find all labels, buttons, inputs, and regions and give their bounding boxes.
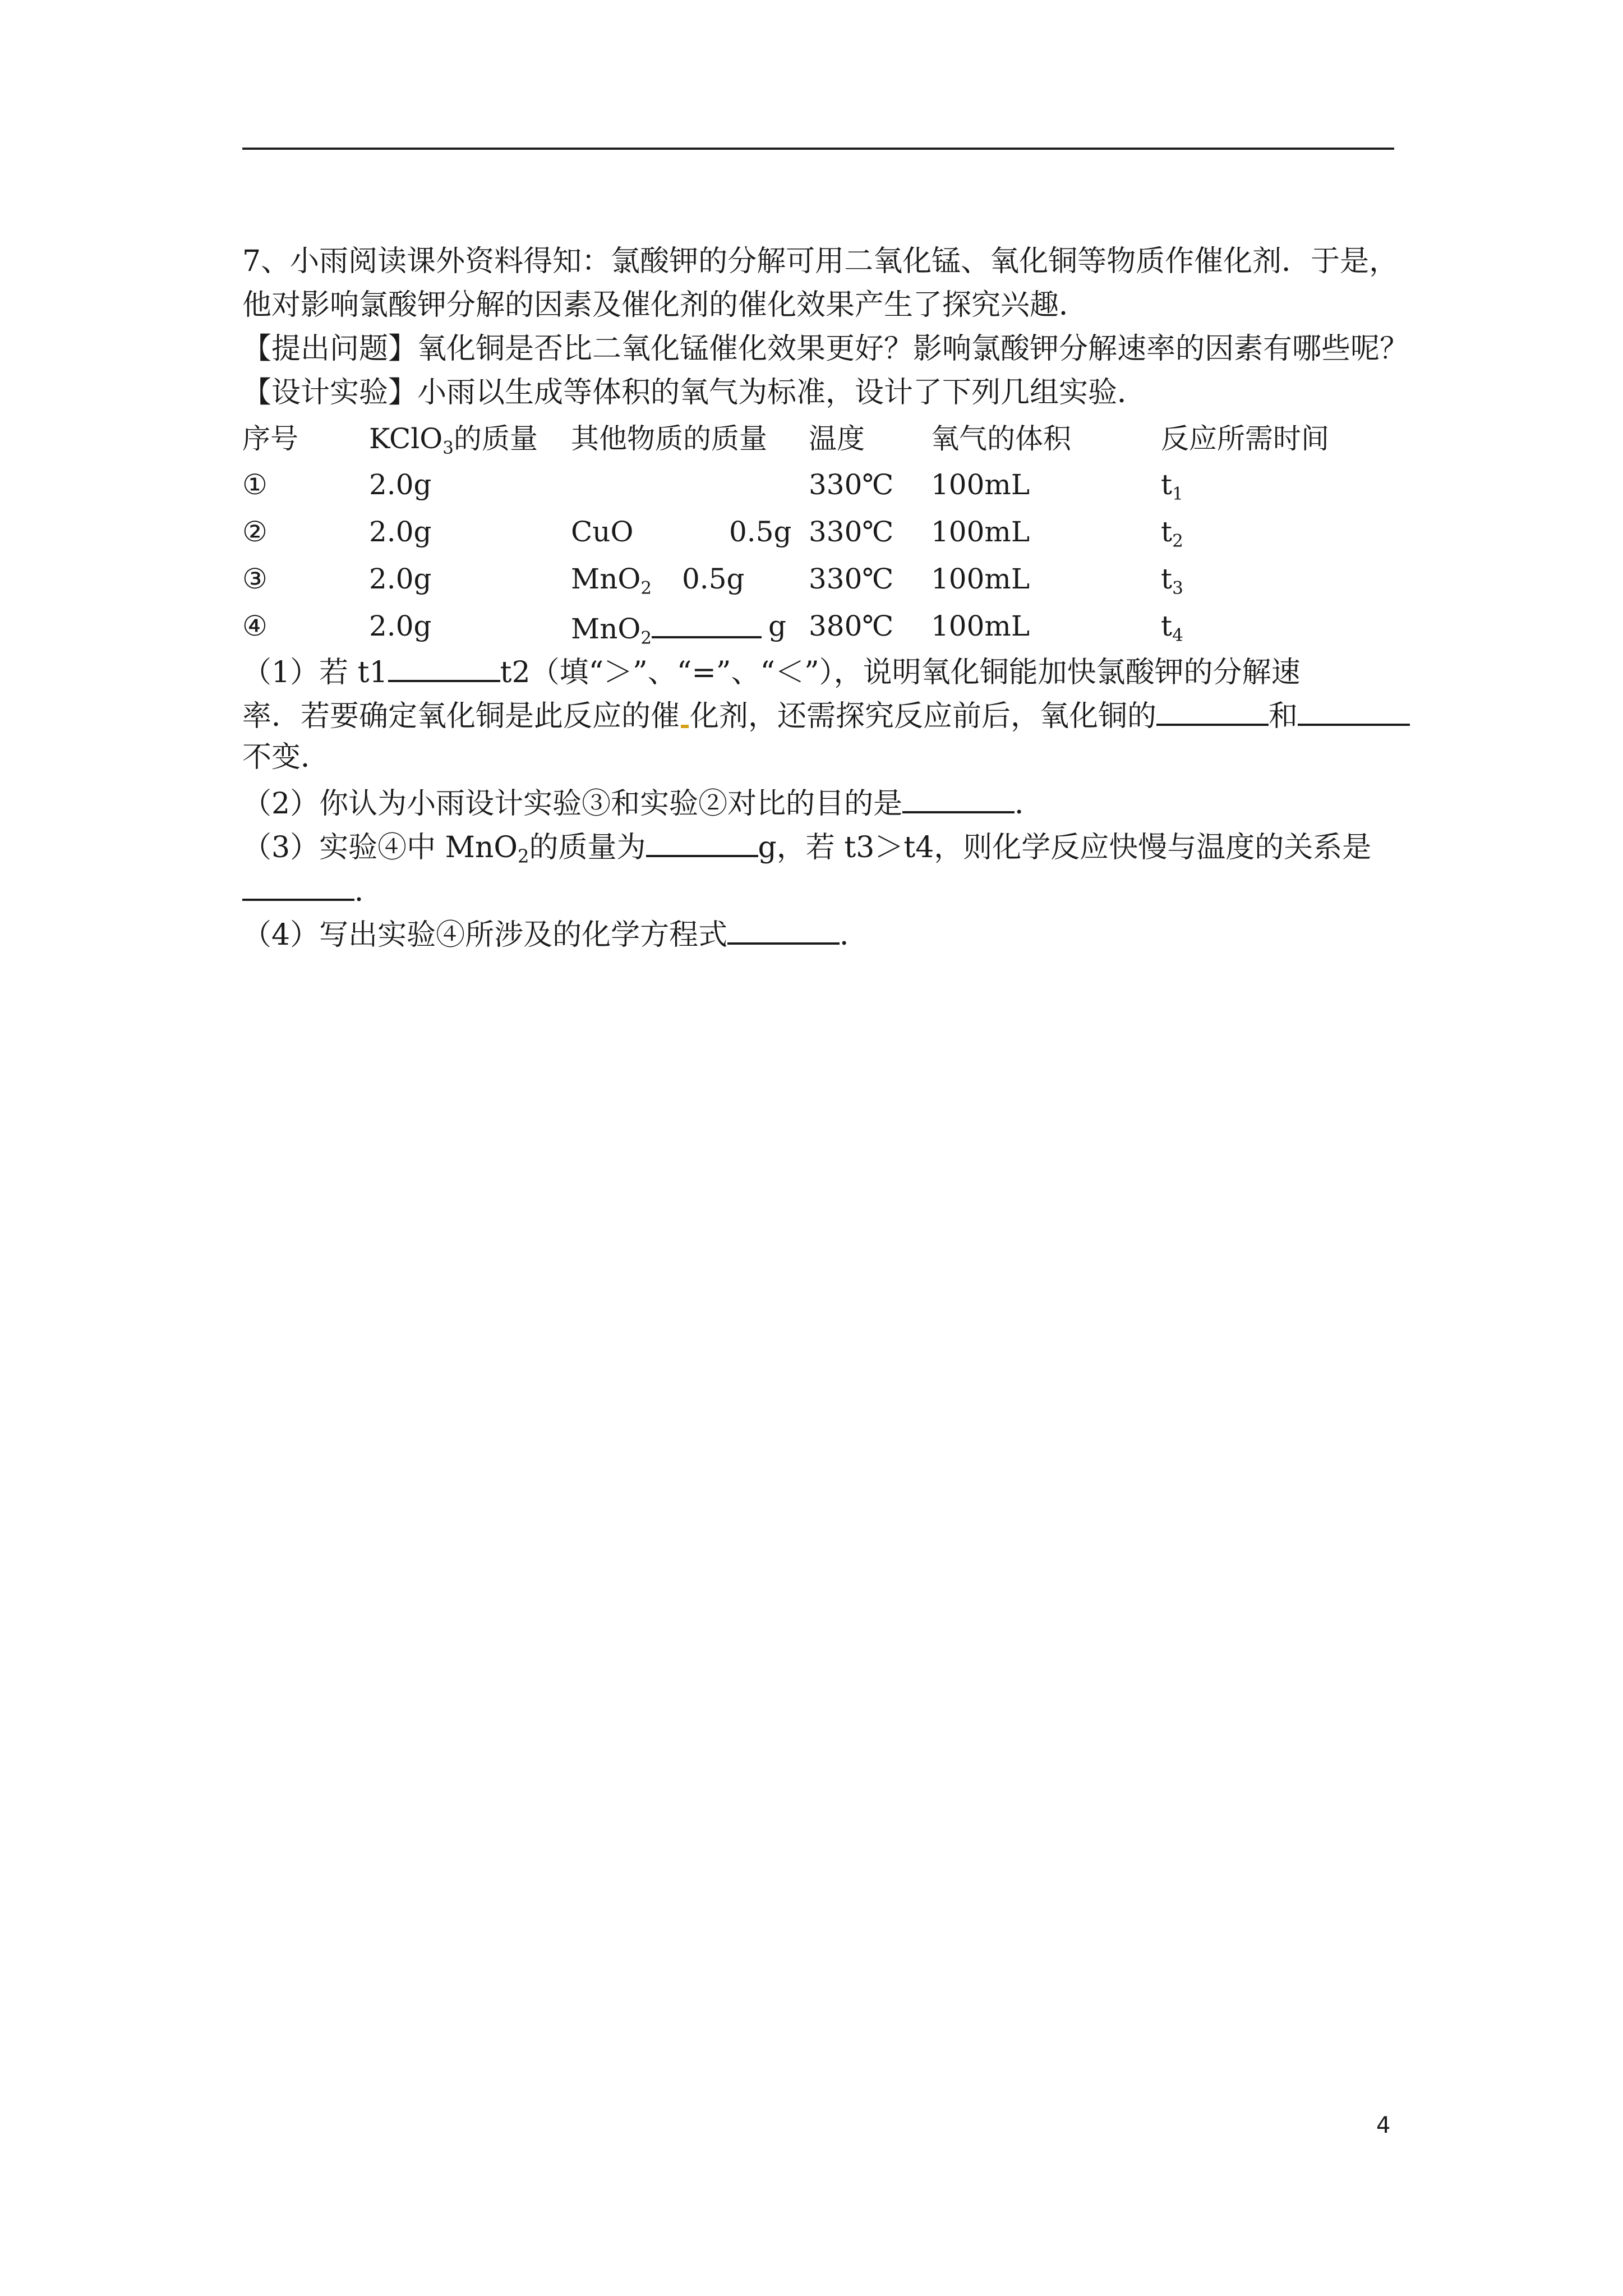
- row3-o2-volume: 100mL: [931, 563, 1030, 595]
- row2-temperature: 330℃: [809, 516, 894, 548]
- q3-relation-blank[interactable]: [242, 872, 354, 901]
- header-rule: [242, 148, 1394, 150]
- q7-intro-line-1: 7、小雨阅读课外资料得知：氯酸钾的分解可用二氧化锰、氧化铜等物质作催化剂．于是，: [242, 245, 1399, 278]
- design-text: 小雨以生成等体积的氧气为标准，设计了下列几组实验．: [417, 376, 1147, 409]
- row4-other-mass-unit: g: [768, 610, 787, 642]
- row4-o2-volume: 100mL: [931, 610, 1030, 642]
- q1-property-blank-2[interactable]: [1298, 697, 1410, 726]
- header-other-mass: 其他物质的质量: [571, 422, 767, 455]
- problem-tag: 【提出问题】: [242, 332, 418, 366]
- question-3-line-1: （3）实验④中 MnO$_2$的质量为 g，若 t3＞t4，则化学反应快慢与温度的关系是: [242, 828, 1371, 864]
- row4-seq: ④: [242, 610, 268, 642]
- row2-other-substance: CuO: [571, 516, 634, 548]
- row2-kclo3-mass: 2.0g: [369, 516, 432, 548]
- design-statement: [242, 376, 1146, 409]
- q7-intro-line-2: 他对影响氯酸钾分解的因素及催化剂的催化效果产生了探究兴趣．: [242, 288, 1089, 322]
- row2-time: $t_2$: [1161, 516, 1183, 551]
- annotation-mark: [681, 725, 689, 728]
- row4-time: $t_4$: [1161, 610, 1183, 646]
- q1-compare-blank[interactable]: [388, 653, 500, 682]
- question-2: （2）你认为小雨设计实验③和实验②对比的目的是 ．: [242, 784, 1044, 821]
- row1-time: $t_1$: [1161, 468, 1183, 504]
- problem-statement: [242, 332, 1409, 366]
- row1-seq: ①: [242, 468, 268, 501]
- q3-mass-blank[interactable]: [646, 828, 758, 857]
- header-temperature: 温度: [809, 422, 865, 455]
- q4-equation-blank[interactable]: [727, 915, 840, 945]
- row2-seq: ②: [242, 516, 268, 548]
- question-4: （4）写出实验④所涉及的化学方程式 ．: [242, 915, 869, 952]
- row3-kclo3-mass: 2.0g: [369, 563, 432, 595]
- row1-temperature: 330℃: [809, 468, 894, 501]
- header-seq: 序号: [242, 422, 298, 455]
- row3-temperature: 330℃: [809, 563, 894, 595]
- row4-kclo3-mass: 2.0g: [369, 610, 432, 642]
- page-number: 4: [1376, 2113, 1391, 2138]
- row4-other-substance: MnO$_2$: [571, 609, 762, 646]
- row1-kclo3-mass: 2.0g: [369, 468, 432, 501]
- row4-temperature: 380℃: [809, 610, 894, 642]
- row3-other-substance: MnO$_2$: [571, 563, 652, 599]
- row3-other-mass: 0.5g: [682, 563, 745, 595]
- design-tag: 【设计实验】: [242, 376, 418, 409]
- row1-o2-volume: 100mL: [931, 468, 1030, 501]
- header-kclo3-mass: KClO$_3$的质量: [369, 422, 538, 458]
- header-o2-volume: 氧气的体积: [931, 422, 1071, 455]
- row4-mass-blank[interactable]: [652, 609, 762, 638]
- problem-text: 氧化铜是否比二氧化锰催化效果更好？影响氯酸钾分解速率的因素有哪些呢？: [417, 332, 1409, 366]
- row3-seq: ③: [242, 563, 268, 595]
- row2-other-mass: 0.5g: [729, 516, 792, 548]
- question-3-line-2: ．: [242, 872, 384, 908]
- question-1-line-3: 不变．: [242, 740, 330, 774]
- row2-o2-volume: 100mL: [931, 516, 1030, 548]
- question-1-line-1: （1）若 t1 t2（填“＞”、“=”、“＜”），说明氧化铜能加快氯酸钾的分解速: [242, 653, 1301, 689]
- row3-time: $t_3$: [1161, 563, 1183, 599]
- question-1-line-2: 率．若要确定氧化铜是此反应的催 化剂，还需探究反应前后，氧化铜的 和: [242, 697, 1410, 733]
- q2-purpose-blank[interactable]: [902, 784, 1015, 813]
- q1-property-blank-1[interactable]: [1156, 697, 1269, 726]
- header-time: 反应所需时间: [1161, 422, 1329, 455]
